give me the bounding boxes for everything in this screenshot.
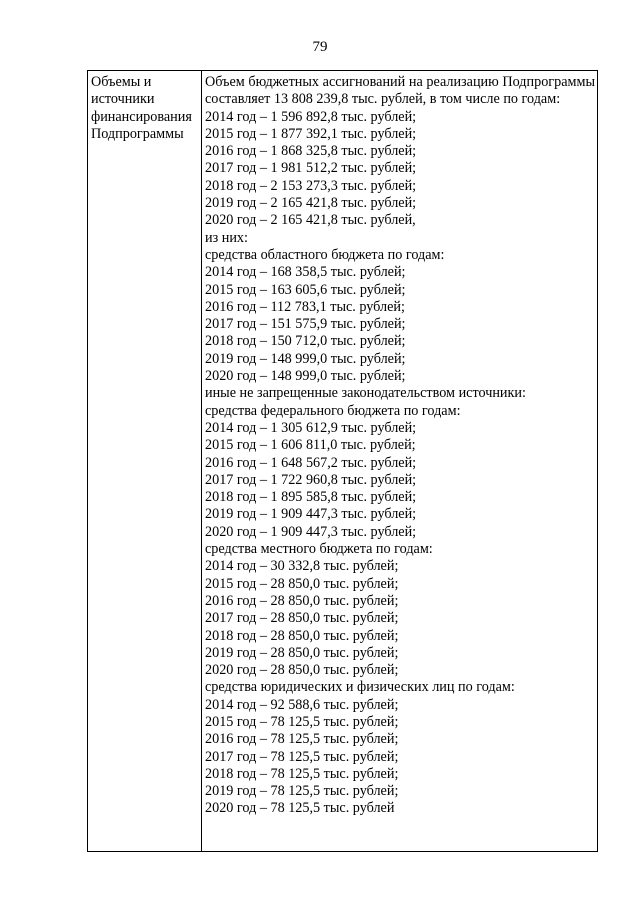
funding-line: 2017 год – 28 850,0 тыс. рублей; xyxy=(205,610,399,627)
funding-line: 2018 год – 150 712,0 тыс. рублей; xyxy=(205,333,406,350)
funding-line: 2018 год – 78 125,5 тыс. рублей; xyxy=(205,765,399,782)
funding-line: 2014 год – 1 596 892,8 тыс. рублей; xyxy=(205,108,417,125)
funding-line: 2017 год – 1 722 960,8 тыс. рублей; xyxy=(205,471,417,488)
funding-line: 2020 год – 78 125,5 тыс. рублей xyxy=(205,800,395,817)
label-line: Объемы и xyxy=(91,74,152,90)
funding-line: 2017 год – 151 575,9 тыс. рублей; xyxy=(205,316,406,333)
funding-line: 2014 год – 168 358,5 тыс. рублей; xyxy=(205,264,406,281)
funding-line: 2016 год – 28 850,0 тыс. рублей; xyxy=(205,592,399,609)
funding-line: 2014 год – 92 588,6 тыс. рублей; xyxy=(205,696,399,713)
funding-line: 2020 год – 1 909 447,3 тыс. рублей; xyxy=(205,523,417,540)
funding-line: 2017 год – 78 125,5 тыс. рублей; xyxy=(205,748,399,765)
funding-line: средства федерального бюджета по годам: xyxy=(205,402,461,419)
funding-line: из них: xyxy=(205,229,248,246)
funding-line: средства местного бюджета по годам: xyxy=(205,541,433,558)
funding-line: 2016 год – 112 783,1 тыс. рублей; xyxy=(205,298,405,315)
funding-line: 2015 год – 163 605,6 тыс. рублей; xyxy=(205,281,406,298)
label-line: финансирования xyxy=(91,108,192,125)
funding-line: 2015 год – 1 606 811,0 тыс. рублей; xyxy=(205,437,416,454)
column-divider xyxy=(201,71,202,851)
label-line: источники xyxy=(91,91,155,108)
label-line: Подпрограммы xyxy=(91,125,184,142)
funding-line: 2019 год – 1 909 447,3 тыс. рублей; xyxy=(205,506,417,523)
budget-total-paragraph: Объем бюджетных ассигнований на реализацию Подпрограммы составляет 13 808 239,8 тыс. рублей, в том числе по годам: xyxy=(205,74,595,108)
funding-line: 2020 год – 28 850,0 тыс. рублей; xyxy=(205,662,399,679)
financing-details-cell xyxy=(205,74,595,818)
financing-table xyxy=(87,70,598,852)
financing-label-cell xyxy=(91,74,201,143)
page-number: 79 xyxy=(312,39,328,55)
funding-line: иные не запрещенные законодательством источники: xyxy=(205,385,526,402)
funding-line: средства областного бюджета по годам: xyxy=(205,246,445,263)
funding-line: 2017 год – 1 981 512,2 тыс. рублей; xyxy=(205,160,417,177)
funding-line: 2018 год – 2 153 273,3 тыс. рублей; xyxy=(205,177,417,194)
funding-line: 2018 год – 1 895 585,8 тыс. рублей; xyxy=(205,489,417,506)
funding-line: 2018 год – 28 850,0 тыс. рублей; xyxy=(205,627,399,644)
funding-line: 2019 год – 28 850,0 тыс. рублей; xyxy=(205,644,399,661)
funding-line: 2016 год – 78 125,5 тыс. рублей; xyxy=(205,731,399,748)
funding-line: 2014 год – 30 332,8 тыс. рублей; xyxy=(205,558,399,575)
funding-line: средства юридических и физических лиц по годам: xyxy=(205,679,515,696)
funding-line: 2016 год – 1 868 325,8 тыс. рублей; xyxy=(205,143,417,160)
funding-line: 2015 год – 28 850,0 тыс. рублей; xyxy=(205,575,399,592)
funding-line: 2019 год – 148 999,0 тыс. рублей; xyxy=(205,350,406,367)
funding-line: 2019 год – 2 165 421,8 тыс. рублей; xyxy=(205,195,417,212)
funding-line: 2020 год – 2 165 421,8 тыс. рублей, xyxy=(205,212,416,229)
funding-line: 2015 год – 78 125,5 тыс. рублей; xyxy=(205,713,399,730)
funding-line: 2015 год – 1 877 392,1 тыс. рублей; xyxy=(205,125,417,142)
funding-line: 2020 год – 148 999,0 тыс. рублей; xyxy=(205,368,406,385)
funding-line: 2016 год – 1 648 567,2 тыс. рублей; xyxy=(205,454,417,471)
funding-line: 2014 год – 1 305 612,9 тыс. рублей; xyxy=(205,419,417,436)
funding-line: 2019 год – 78 125,5 тыс. рублей; xyxy=(205,783,399,800)
